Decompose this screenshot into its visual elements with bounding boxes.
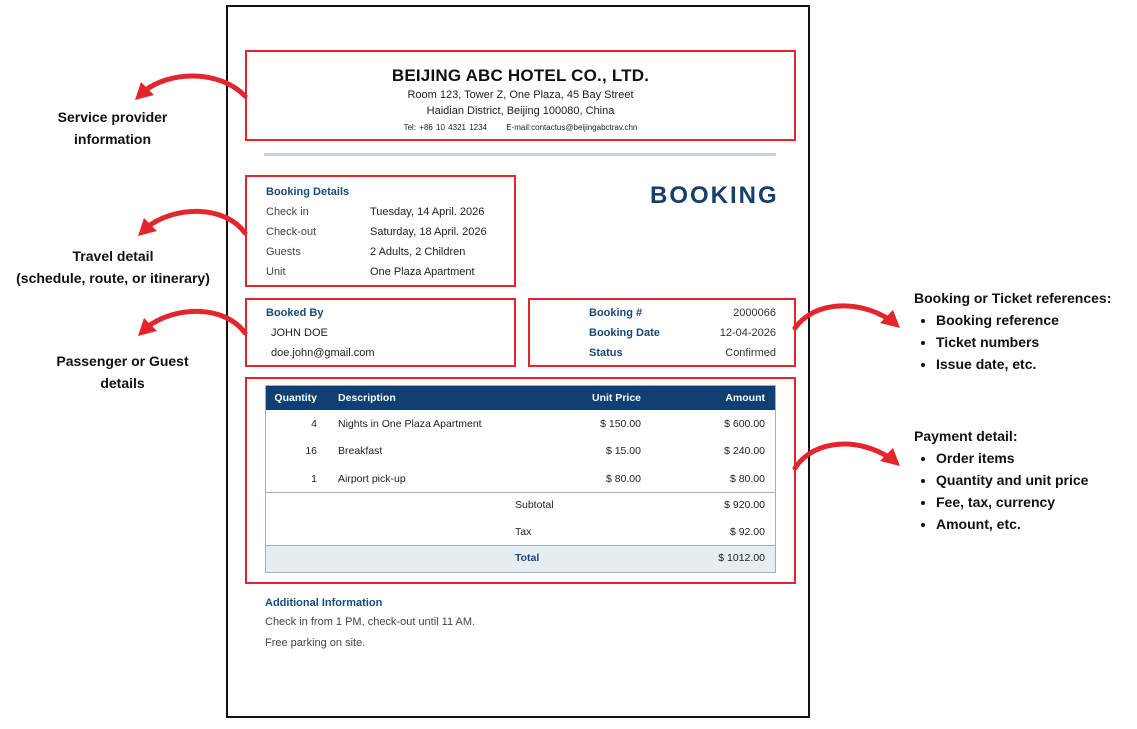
tax-label: Tax [515, 526, 532, 538]
arrow-references-icon [790, 298, 910, 343]
detail-label: Check-out [266, 226, 317, 238]
annotation-payment [914, 425, 1088, 535]
detail-value: Tuesday, 14 April. 2026 [370, 206, 485, 218]
annotation-bullet: • Booking reference [936, 309, 1111, 331]
reference-value: 12-04-2026 [719, 327, 776, 339]
total-amount: $ 1012.00 [718, 552, 765, 564]
total-label: Total [515, 552, 540, 564]
item-amount: $ 240.00 [724, 445, 765, 457]
annotation-bullet: • Order items [936, 447, 1088, 469]
arrow-travel-detail-icon [130, 205, 250, 250]
provider-address-line1: Room 123, Tower Z, One Plaza, 45 Bay Street [407, 89, 634, 101]
detail-row [266, 246, 465, 258]
header-unit-price: Unit Price [591, 392, 641, 404]
booking-details-box [245, 175, 516, 287]
item-quantity: 4 [311, 418, 317, 430]
provider-address-line2: Haidian District, Beijing 100080, China [426, 105, 615, 117]
payment-table [265, 385, 776, 573]
header-amount: Amount [725, 392, 765, 404]
reference-value: 2000066 [733, 307, 776, 319]
table-divider [266, 492, 775, 493]
reference-row [589, 307, 776, 319]
booking-details-title: Booking Details [266, 186, 350, 198]
provider-tel: Tel: +86 10 4321 1234 [403, 123, 487, 132]
annotation-line: (schedule, route, or itinerary) [16, 270, 210, 286]
annotation-bullet: • Ticket numbers [936, 331, 1111, 353]
reference-value: Confirmed [725, 347, 776, 359]
booked-by-title: Booked By [266, 307, 324, 319]
annotation-title: Payment detail: [914, 428, 1018, 444]
subtotal-amount: $ 920.00 [724, 499, 765, 511]
item-quantity: 16 [305, 445, 317, 457]
detail-value: One Plaza Apartment [370, 266, 475, 278]
detail-value: 2 Adults, 2 Children [370, 246, 466, 258]
additional-info-title: Additional Information [265, 597, 383, 609]
annotation-line: Travel detail [72, 248, 154, 264]
guest-email: doe.john@gmail.com [271, 347, 375, 359]
document-title: BOOKING [650, 182, 779, 209]
reference-label: Booking # [589, 307, 643, 319]
detail-label: Unit [266, 266, 286, 278]
annotation-bullet: • Fee, tax, currency [936, 491, 1088, 513]
detail-row [266, 226, 487, 238]
arrow-payment-icon [790, 436, 910, 481]
item-amount: $ 600.00 [724, 418, 765, 430]
provider-email: E-mail:contactus@beijingabctrav.chn [506, 123, 638, 132]
header-quantity: Quantity [274, 392, 317, 404]
arrow-passenger-icon [130, 305, 250, 350]
payment-box [245, 377, 796, 584]
table-header [266, 386, 775, 410]
header-description: Description [338, 392, 396, 404]
arrow-service-provider-icon [125, 70, 250, 115]
detail-label: Check in [266, 206, 309, 218]
subtotal-label: Subtotal [515, 499, 554, 511]
detail-row [266, 266, 475, 278]
item-description: Airport pick-up [338, 473, 406, 485]
reference-label: Booking Date [589, 327, 660, 339]
total-row [266, 546, 775, 572]
additional-info-line: Free parking on site. [265, 637, 366, 649]
item-unit-price: $ 80.00 [605, 473, 641, 485]
annotation-bullet: • Quantity and unit price [936, 469, 1088, 491]
booking-document [226, 5, 810, 718]
reference-row [589, 327, 776, 339]
annotation-bullet: • Amount, etc. [936, 513, 1088, 535]
booking-references-box [528, 298, 796, 367]
annotation-line: Service provider [57, 109, 168, 125]
annotation-bullet: • Issue date, etc. [936, 353, 1111, 375]
detail-label: Guests [266, 246, 301, 258]
item-description: Breakfast [338, 445, 383, 457]
additional-info-line: Check in from 1 PM, check-out until 11 AM. [265, 616, 476, 628]
reference-label: Status [589, 347, 623, 359]
annotation-line: information [74, 131, 151, 147]
tax-amount: $ 92.00 [729, 526, 765, 538]
service-provider-box [245, 50, 796, 141]
booked-by-box [245, 298, 516, 367]
item-amount: $ 80.00 [729, 473, 765, 485]
annotation-line: Passenger or Guest [56, 353, 189, 369]
provider-contact [247, 123, 794, 132]
item-description: Nights in One Plaza Apartment [338, 418, 482, 430]
annotation-title: Booking or Ticket references: [914, 290, 1112, 306]
header-divider [264, 153, 776, 156]
annotation-passenger [40, 350, 205, 394]
annotation-line: details [100, 375, 145, 391]
detail-row [266, 206, 484, 218]
item-quantity: 1 [311, 473, 317, 485]
provider-name: BEIJING ABC HOTEL CO., LTD. [391, 66, 650, 85]
annotation-travel-detail [2, 245, 224, 289]
item-unit-price: $ 150.00 [600, 418, 641, 430]
guest-name: JOHN DOE [271, 327, 328, 339]
annotation-references [914, 287, 1111, 375]
reference-row [589, 347, 776, 359]
detail-value: Saturday, 18 April. 2026 [370, 226, 487, 238]
item-unit-price: $ 15.00 [605, 445, 641, 457]
